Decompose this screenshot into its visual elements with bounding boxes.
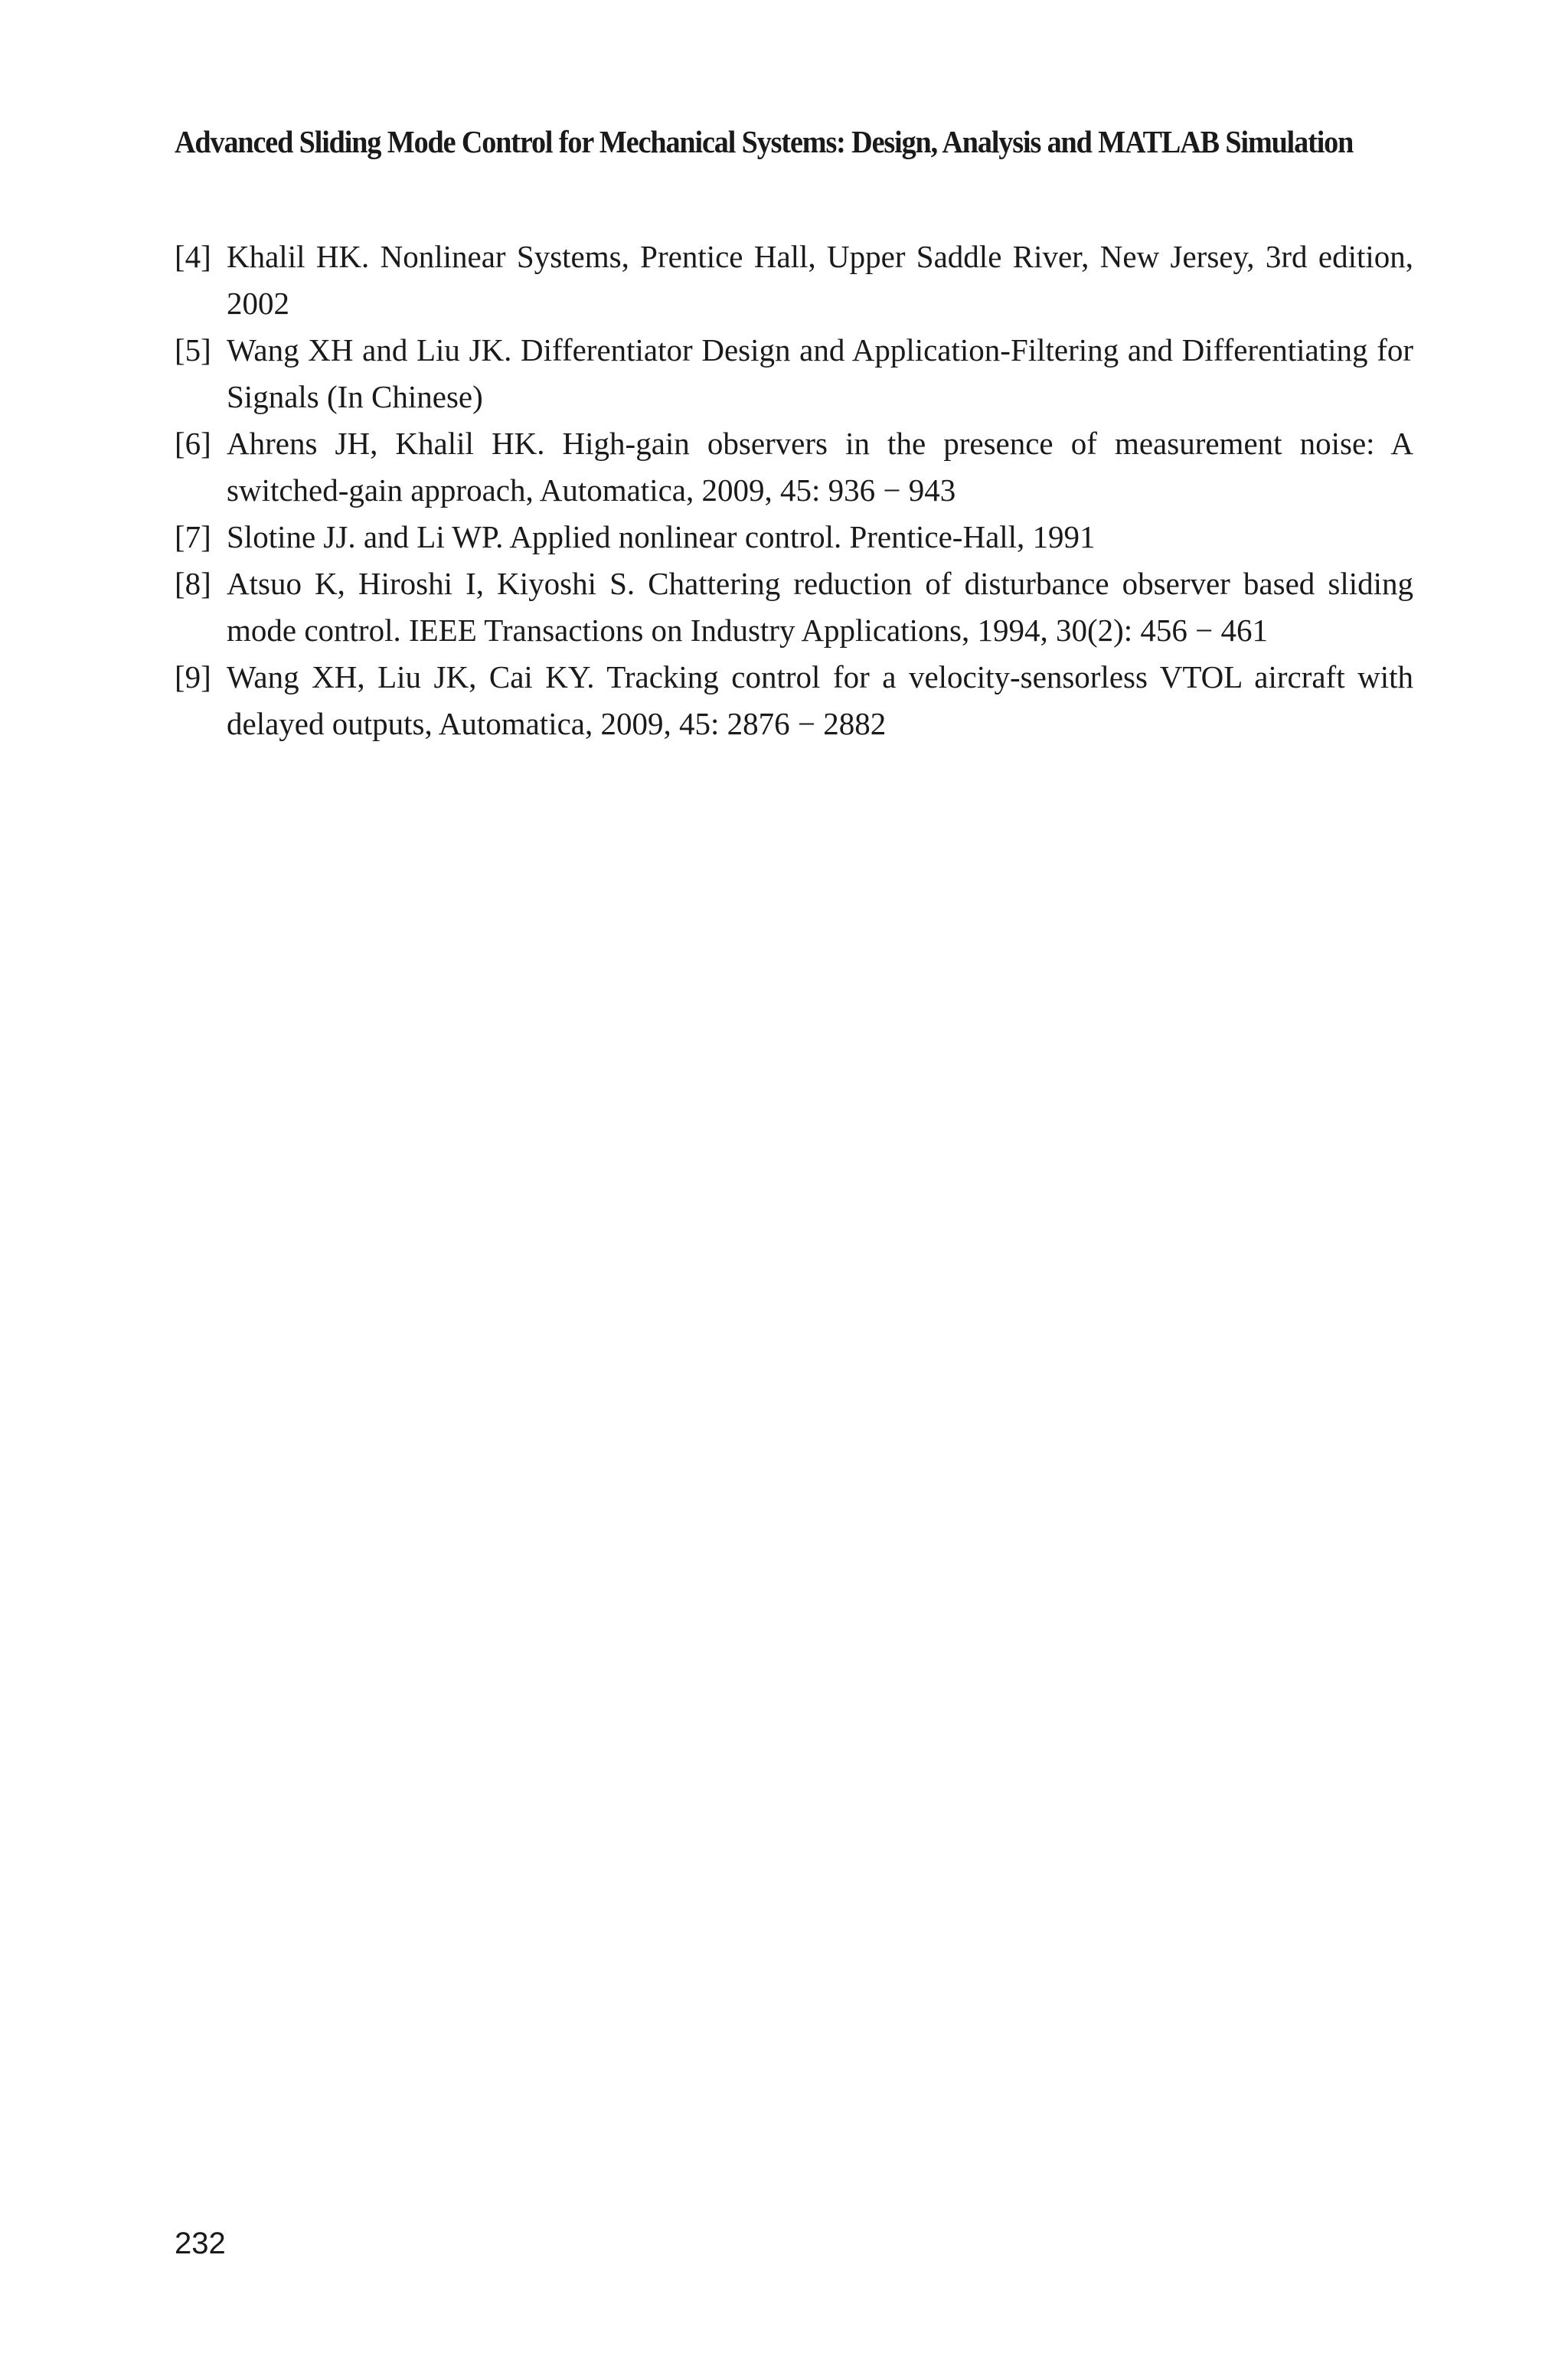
reference-item	[175, 420, 1413, 514]
reference-text: Khalil HK. Nonlinear Systems, Prentice Hall, Upper Saddle River, New Jersey, 3rd edition, 2002	[227, 239, 1413, 321]
reference-number: [4]	[175, 239, 211, 274]
page-number: 232	[175, 2227, 226, 2260]
reference-item	[175, 234, 1413, 327]
reference-item	[175, 654, 1413, 747]
reference-number: [7]	[175, 519, 211, 554]
reference-number: [8]	[175, 566, 211, 601]
reference-text: Wang XH and Liu JK. Differentiator Design and Application-Filtering and Differentiating for Signals (In Chinese)	[227, 332, 1413, 414]
reference-item	[175, 560, 1413, 654]
reference-item	[175, 327, 1413, 420]
reference-text: Slotine JJ. and Li WP. Applied nonlinear control. Prentice-Hall, 1991	[227, 519, 1096, 554]
reference-item	[175, 514, 1413, 560]
reference-list	[175, 234, 1413, 747]
reference-text: Atsuo K, Hiroshi I, Kiyoshi S. Chattering reduction of disturbance observer based sliding mode control. IEEE Transactions on Industry Applications, 1994, 30(2): 456 − 461	[227, 566, 1413, 648]
reference-text: Ahrens JH, Khalil HK. High-gain observers in the presence of measurement noise: A switched-gain approach, Automatica, 2009, 45: 936 − 943	[227, 426, 1413, 508]
reference-number: [5]	[175, 332, 211, 368]
reference-number: [9]	[175, 659, 211, 694]
running-header: Advanced Sliding Mode Control for Mechanical Systems: Design, Analysis and MATLAB Simulation	[175, 124, 1354, 159]
reference-text: Wang XH, Liu JK, Cai KY. Tracking control for a velocity-sensorless VTOL aircraft with delayed outputs, Automatica, 2009, 45: 2876 − 2882	[227, 659, 1413, 741]
reference-number: [6]	[175, 426, 211, 461]
